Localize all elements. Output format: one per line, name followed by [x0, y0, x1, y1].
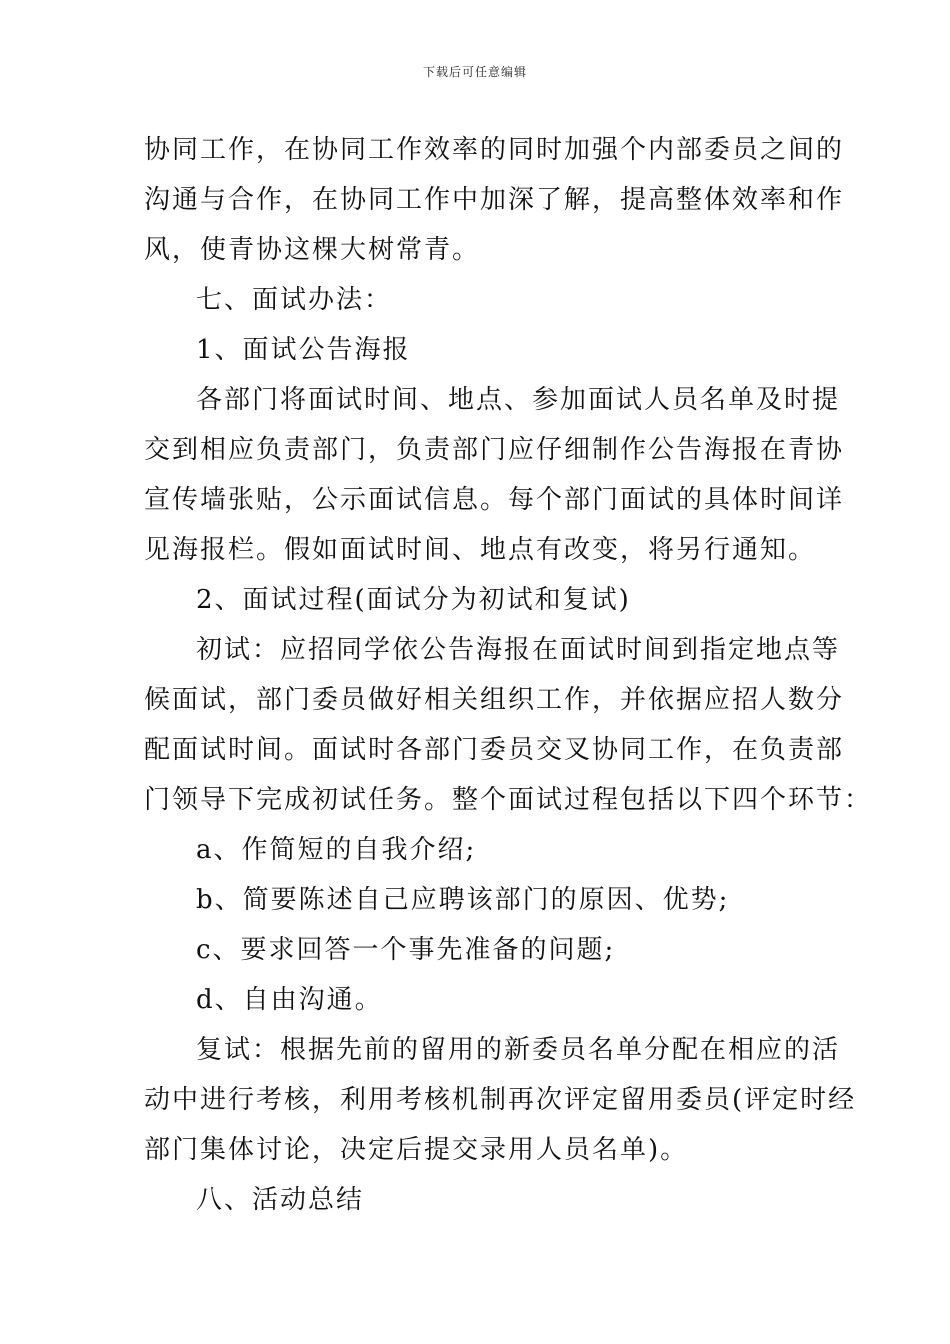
body-line: 宣传墙张贴，公示面试信息。每个部门面试的具体时间详 [144, 485, 845, 515]
body-line: 初试：应招同学依公告海报在面试时间到指定地点等 [196, 635, 841, 665]
list-item: a、作简短的自我介绍; [196, 835, 477, 865]
body-line: 配面试时间。面试时各部门委员交叉协同工作，在负责部 [144, 735, 845, 765]
body-line: 门领导下完成初试任务。整个面试过程包括以下四个环节： [144, 785, 873, 815]
body-line: 部门集体讨论，决定后提交录用人员名单)。 [144, 1135, 689, 1165]
section-heading: 七、面试办法： [196, 285, 393, 315]
list-item: c、要求回答一个事先准备的问题; [196, 935, 616, 965]
list-item: b、简要陈述自己应聘该部门的原因、优势; [196, 885, 730, 915]
list-item: d、自由沟通。 [196, 985, 383, 1015]
body-line: 动中进行考核，利用考核机制再次评定留用委员(评定时经 [144, 1085, 857, 1115]
body-line: 各部门将面试时间、地点、参加面试人员名单及时提 [196, 385, 841, 415]
body-line: 协同工作，在协同工作效率的同时加强个内部委员之间的 [144, 135, 845, 165]
page-header-note: 下载后可任意编辑 [422, 65, 527, 79]
section-heading: 八、活动总结 [196, 1185, 365, 1215]
body-line: 沟通与合作，在协同工作中加深了解，提高整体效率和作 [144, 185, 845, 215]
body-line: 见海报栏。假如面试时间、地点有改变，将另行通知。 [144, 535, 817, 565]
subsection-heading: 1、面试公告海报 [196, 335, 411, 365]
body-line: 候面试，部门委员做好相关组织工作，并依据应招人数分 [144, 685, 845, 715]
document-body [144, 125, 873, 1225]
body-line: 复试：根据先前的留用的新委员名单分配在相应的活 [196, 1035, 841, 1065]
body-line: 交到相应负责部门，负责部门应仔细制作公告海报在青协 [144, 435, 845, 465]
body-line: 风，使青协这棵大树常青。 [144, 235, 481, 265]
subsection-heading: 2、面试过程(面试分为初试和复试) [196, 585, 631, 615]
